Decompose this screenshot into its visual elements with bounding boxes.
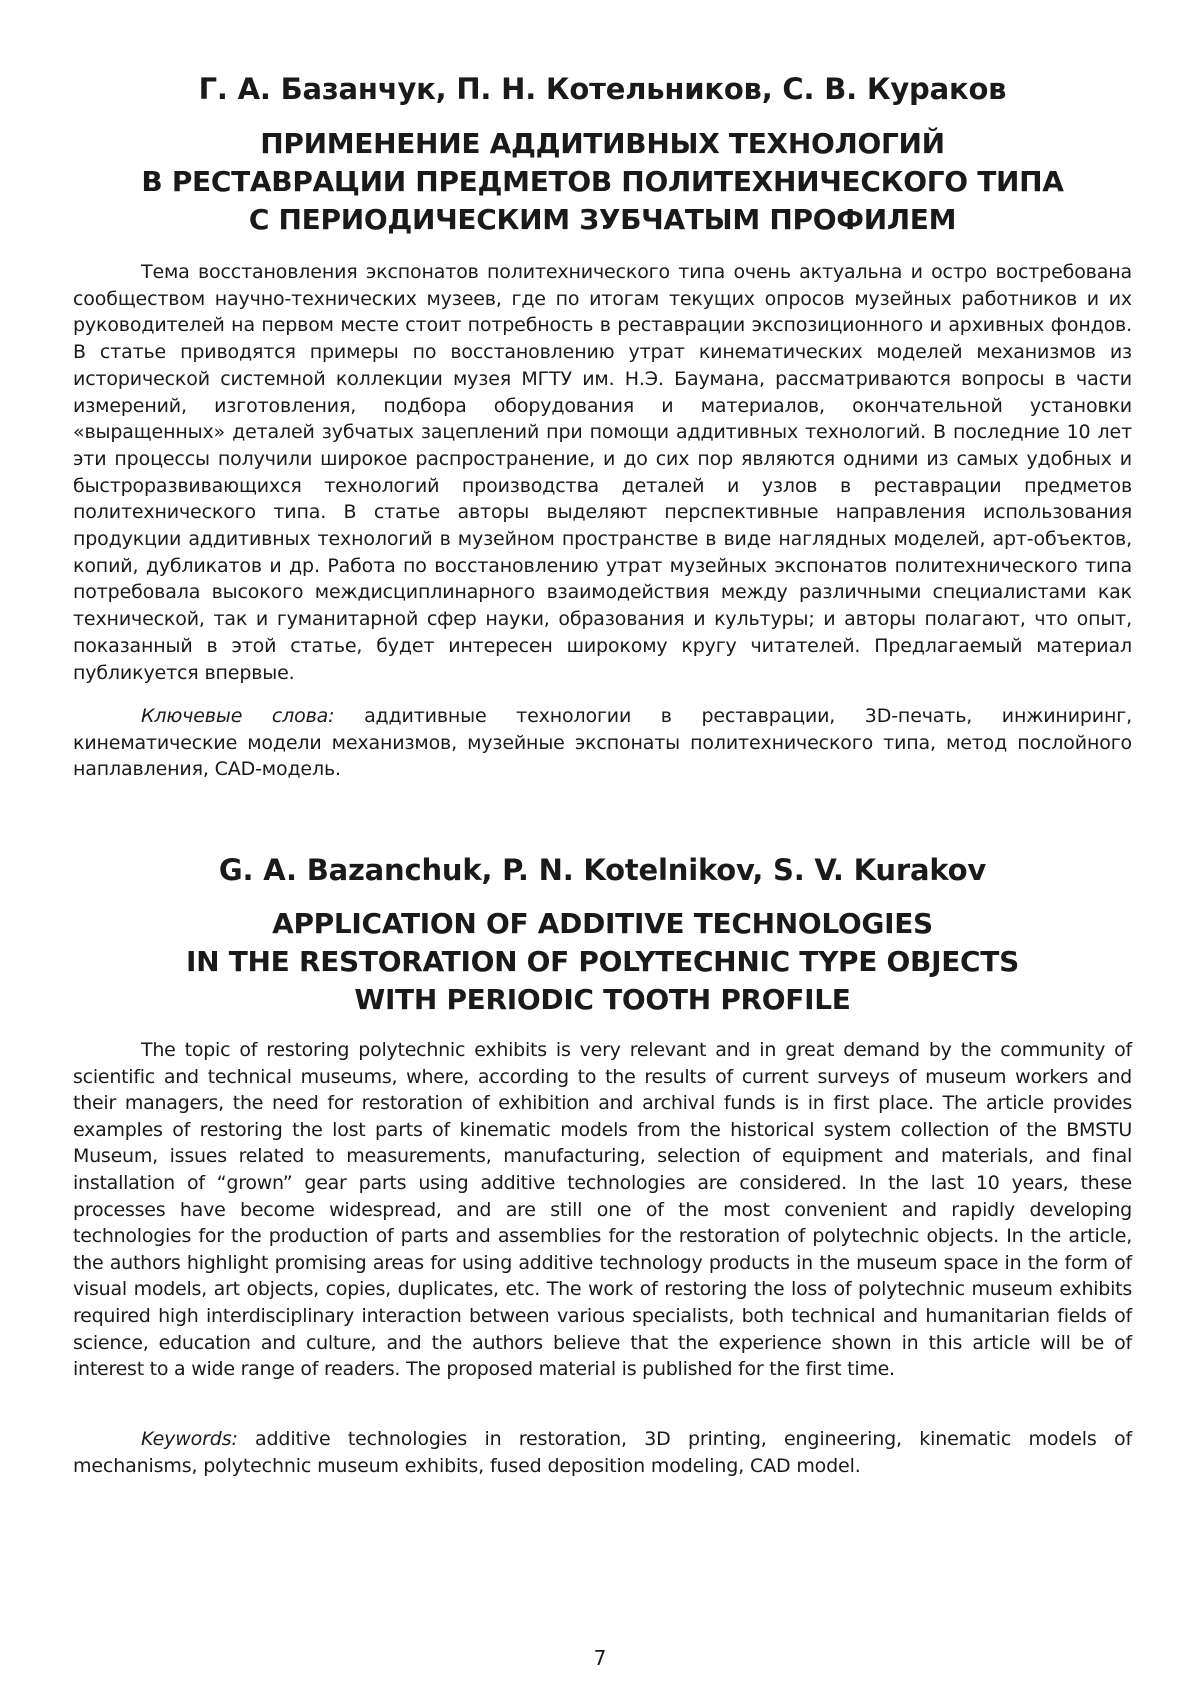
ru-keywords-label: Ключевые слова: <box>141 705 335 727</box>
ru-title-line-2: В РЕСТАВРАЦИИ ПРЕДМЕТОВ ПОЛИТЕХНИЧЕСКОГО ТИПА <box>141 165 1064 198</box>
en-title-line-3: WITH PERIODIC TOOTH PROFILE <box>354 983 851 1016</box>
en-keywords-label: Keywords: <box>141 1428 238 1450</box>
page-number: 7 <box>593 1646 607 1670</box>
ru-section <box>73 72 1132 106</box>
en-keywords-paragraph <box>73 1426 1132 1479</box>
en-keywords-block <box>73 1426 1132 1479</box>
en-title-block <box>73 905 1132 1019</box>
en-title-line-2: IN THE RESTORATION OF POLYTECHNIC TYPE OBJECTS <box>186 945 1019 978</box>
en-abstract-block <box>73 1037 1132 1383</box>
ru-abstract: Тема восстановления экспонатов политехнического типа очень актуальна и остро востребована сообществом научно-технических музеев, где по итогам текущих опросов музейных работников и их руководителей на первом месте стоит потребность в реставрации экспозиционного и архивных фондов. В статье приводятся примеры по восстановлению утрат кинематических моделей механизмов из исторической системной коллекции музея МГТУ им. Н.Э. Баумана, рассматриваются вопросы в части измерений, изготовления, подбора оборудования и материалов, окончательной установки «выращенных» деталей зубчатых зацеплений при помощи аддитивных технологий. В последние 10 лет эти процессы получили широкое распространение, и до сих пор являются одними из самых удобных и быстроразвивающихся технологий производства деталей и узлов в реставрации предметов политехнического типа. В статье авторы выделяют перспективные направления использования продукции аддитивных технологий в музейном пространстве в виде наглядных моделей, арт-объектов, копий, дубликатов и др. Работа по восстановлению утрат музейных экспонатов политехнического типа потребовала высокого междисциплинарного взаимодействия между различными специалистами как технической, так и гуманитарной сфер науки, образования и культуры; и авторы полагают, что опыт, показанный в этой статье, будет интересен широкому кругу читателей. Предлагаемый материал публикуется впервые. <box>73 261 1132 684</box>
en-authors: G. A. Bazanchuk, P. N. Kotelnikov, S. V. Kurakov <box>218 853 987 887</box>
ru-title-block <box>73 125 1132 239</box>
en-title <box>73 905 1132 1019</box>
en-keywords: additive technologies in restoration, 3D printing, engineering, kinematic models of mechanisms, polytechnic museum exhibits, fused deposition modeling, CAD model. <box>73 1428 1132 1477</box>
ru-title <box>73 125 1132 239</box>
ru-title-line-1: ПРИМЕНЕНИЕ АДДИТИВНЫХ ТЕХНОЛОГИЙ <box>260 127 945 160</box>
en-title-line-1: APPLICATION OF ADDITIVE TECHNOLOGIES <box>272 907 933 940</box>
en-abstract: The topic of restoring polytechnic exhibits is very relevant and in great demand by the community of scientific and technical museums, where, according to the results of current surveys of museum workers and their managers, the need for restoration of exhibition and archival funds is in first place. The article provides examples of restoring the lost parts of kinematic models from the historical system collection of the BMSTU Museum, issues related to measurements, manufacturing, selection of equipment and materials, and final installation of “grown” gear parts using additive technologies are considered. In the last 10 years, these processes have become widespread, and are still one of the most convenient and rapidly developing technologies for the production of parts and assemblies for the restoration of polytechnic objects. In the article, the authors highlight promising areas for using additive technology products in the museum space in the form of visual models, art objects, copies, duplicates, etc. The work of restoring the loss of polytechnic museum exhibits required high interdisciplinary interaction between various specialists, both technical and humanitarian fields of science, education and culture, and the authors believe that the experience shown in this article will be of interest to a wide range of readers. The proposed material is published for the first time. <box>73 1039 1132 1381</box>
ru-keywords-paragraph <box>73 703 1132 783</box>
ru-title-line-3: С ПЕРИОДИЧЕСКИМ ЗУБЧАТЫМ ПРОФИЛЕМ <box>248 203 957 236</box>
ru-authors: Г. А. Базанчук, П. Н. Котельников, С. В. Кураков <box>198 72 1007 106</box>
ru-keywords: аддитивные технологии в реставрации, 3D-печать, инжиниринг, кинематические модели механизмов, музейные экспонаты политехнического типа, метод послойного наплавления, CAD-модель. <box>73 705 1132 781</box>
ru-abstract-block <box>73 259 1132 686</box>
en-section <box>73 853 1132 887</box>
ru-keywords-block <box>73 703 1132 783</box>
